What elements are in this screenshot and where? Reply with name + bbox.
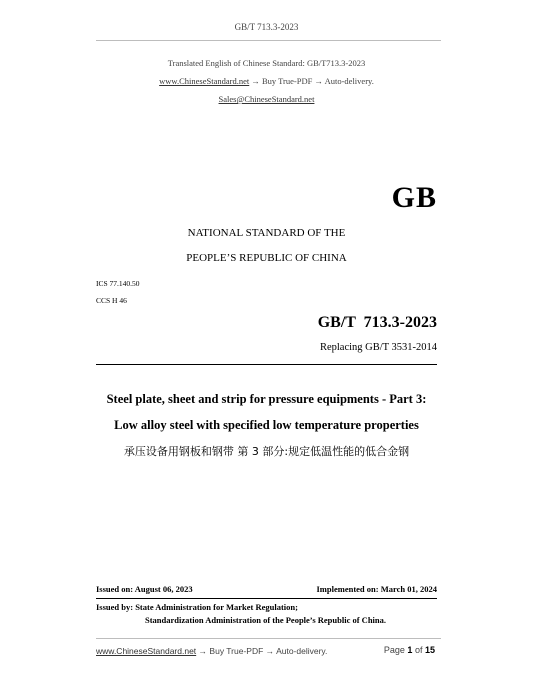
notice-line3	[0, 94, 533, 104]
gb-mark: GB	[391, 181, 437, 214]
arrow-right-icon: →	[314, 76, 323, 86]
footer-buy-label: Buy True-PDF	[209, 646, 264, 656]
replacing-note: Replacing GB/T 3531-2014	[319, 342, 437, 353]
issued-on: Issued on: August 06, 2023	[96, 584, 193, 594]
title-cn: 承压设备用钢板和钢带 第 3 部分:规定低温性能的低合金钢	[123, 445, 410, 458]
arrow-right-icon: →	[198, 646, 208, 656]
page-total: 15	[424, 645, 435, 655]
issued-by-line2: Standardization Administration of the People’s Republic of China.	[145, 615, 387, 625]
notice-line1: Translated English of Chinese Standard: GB/T713.3-2023	[167, 58, 366, 68]
page-indicator	[384, 645, 435, 655]
of-word: of	[414, 645, 423, 655]
footer-auto-label: Auto-delivery.	[276, 646, 328, 656]
issued-by: Issued by: State Administration for Market Regulation;	[96, 602, 298, 612]
national-line1: NATIONAL STANDARD OF THE	[187, 227, 346, 239]
header-doc-code: GB/T 713.3-2023	[234, 22, 299, 32]
notice-email-link[interactable]: Sales@ChineseStandard.net	[218, 94, 315, 104]
national-line2: PEOPLE’S REPUBLIC OF CHINA	[186, 252, 347, 264]
notice-site-link[interactable]: www.ChineseStandard.net	[159, 76, 250, 86]
page-word: Page	[383, 645, 405, 655]
implemented-on: Implemented on: March 01, 2024	[316, 584, 437, 594]
notice-buy-label: Buy True-PDF	[262, 76, 313, 86]
ics-code: ICS 77.140.50	[96, 279, 140, 288]
footer-site-link[interactable]: www.ChineseStandard.net	[96, 646, 197, 656]
standard-number: GB/T 713.3-2023	[317, 314, 437, 331]
notice-auto-label: Auto-delivery.	[324, 76, 374, 86]
page-current: 1	[407, 645, 413, 655]
title-en-line1: Steel plate, sheet and strip for pressure equipments - Part 3:	[106, 392, 427, 406]
arrow-right-icon: →	[265, 646, 275, 656]
footer-rule	[96, 638, 441, 639]
title-en-line2: Low alloy steel with specified low temperature properties	[114, 418, 419, 432]
cover-rule	[96, 364, 437, 365]
footer-links	[96, 646, 327, 656]
notice-line2	[0, 76, 533, 86]
dates-rule	[96, 598, 437, 599]
ccs-code: CCS H 46	[96, 296, 127, 305]
header-rule	[96, 40, 441, 41]
arrow-right-icon: →	[251, 76, 260, 86]
